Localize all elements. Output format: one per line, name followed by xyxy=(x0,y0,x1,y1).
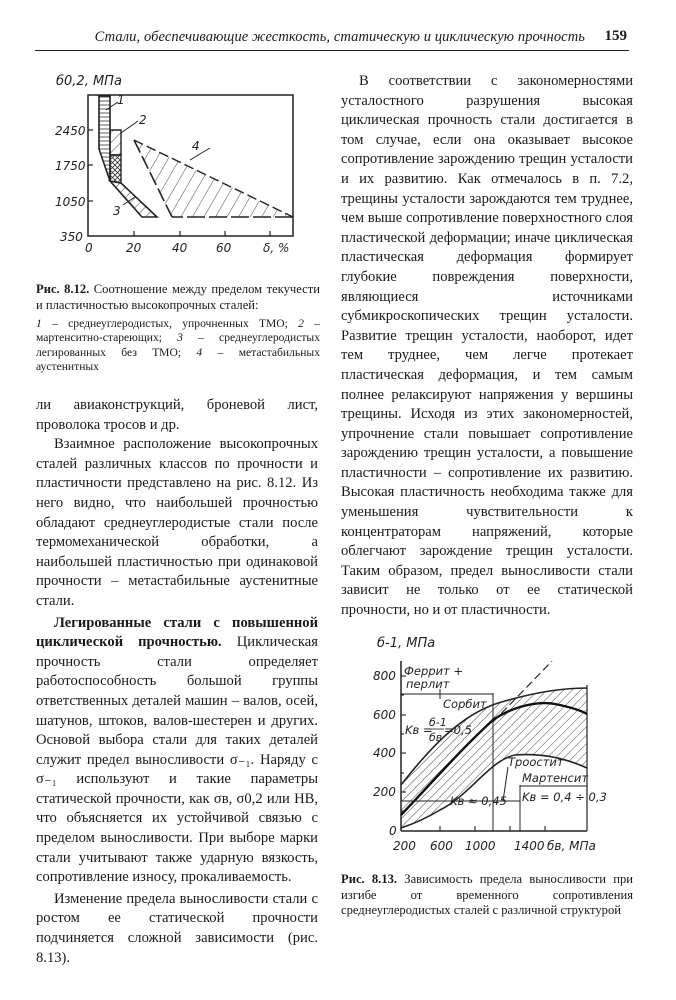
paragraph xyxy=(36,614,318,888)
annotation-ferrite: Феррит + xyxy=(404,664,464,678)
caption-label: Рис. 8.12. xyxy=(36,282,90,296)
fig13-ylabel: б-1, МПа xyxy=(377,636,436,651)
left-column-text xyxy=(36,396,318,968)
fig13-xtick: 1000 xyxy=(465,839,496,853)
fig12-ytick: 1050 xyxy=(55,195,86,209)
paragraph: ли авиаконструкций, броневой лист, проволока тросов и др. xyxy=(36,397,318,433)
fig12-xtick: 0 xyxy=(85,241,93,255)
region-label-3: 3 xyxy=(113,204,121,218)
paragraph: Взаимное расположение высокопрочных сталей различных классов по прочности и пластичности представлено на рис. 8.12. Из него видно, что наибольшей прочностью обладают среднеуглеродистые стали после термомеханической обработки, а наибольшей пластичностью при одинаковой прочности – метастабильные аустенитные стали. xyxy=(36,436,318,609)
fig13-xtick: 200 xyxy=(393,839,416,853)
section-heading: Легированные стали с повышенной циклической прочностью. xyxy=(36,614,318,651)
legend-item: среднеуглеродистых, упрочненных ТМО; xyxy=(68,317,288,331)
annotation-kv-0403: Kв = 0,4 ÷ 0,3 xyxy=(522,790,607,804)
annotation-kv: Kв = xyxy=(405,723,433,737)
figure-8-13-caption xyxy=(341,872,633,919)
figure-8-13-chart xyxy=(340,625,660,865)
fig13-ytick: 800 xyxy=(373,669,396,683)
annotation-kv-045: Kв ≈ 0,45 xyxy=(450,794,507,808)
legend-num: 4 xyxy=(196,345,203,359)
running-title: Стали, обеспечивающие жесткость, статическую и циклическую прочность xyxy=(94,29,585,45)
paragraph-text: Циклическая прочность стали определяет работоспособность большой группы ответственных деталей машин – валов, осей, шатунов, штоков, валов-шестерен и других. Основой выбора стали для таких деталей служит предел выносливости σ₋₁. Наряду с σ₋₁ используют и такие параметры статической прочности, как σв, σ0,2 или HB, что объясняется их устойчивой связью с пределом выносливости. При выборе марки стали учитывают также ударную вязкость, сопротивление износу, прокаливаемость. xyxy=(36,634,318,886)
legend-item: среднеуглеродистых легированных без ТМО; xyxy=(36,331,320,359)
fig12-xlabel: δ, % xyxy=(263,241,290,255)
annotation-kv-num: б-1 xyxy=(429,716,447,729)
annotation-martensite: Мартенсит xyxy=(522,771,589,785)
legend-num: 3 xyxy=(177,331,183,345)
figure-legend: 1 – среднеуглеродистых, упрочненных ТМО; 2 – мартенситно-стареющих; 3 – среднеуглеродистых легированных без ТМО; 4 – метастабильных аустенитных xyxy=(36,317,320,374)
paragraph: Изменение предела выносливости стали с ростом ее статической прочности подчиняется сложной зависимости (рис. 8.13). xyxy=(36,890,318,966)
region-label-4: 4 xyxy=(192,139,200,153)
fig13-ytick: 400 xyxy=(373,746,396,760)
page-number: 159 xyxy=(604,28,627,44)
fig13-xtick: 1400 xyxy=(514,839,545,853)
caption-text: Соотношение между пределом текучести и пластичностью высокопрочных сталей: xyxy=(36,282,320,312)
legend-item: мартенситно-стареющих; xyxy=(36,331,162,345)
right-column-text xyxy=(341,72,633,621)
legend-num: 2 xyxy=(298,317,304,331)
fig12-ylabel: б0,2, МПа xyxy=(56,74,122,89)
fig13-ytick: 600 xyxy=(373,708,396,722)
caption-text: Зависимость предела выносливости при изгибе от временного сопротивления среднеуглеродистых сталей с различной структурой xyxy=(341,872,633,918)
legend-item: метастабильных аустенитных xyxy=(36,345,320,374)
fig13-ytick: 0 xyxy=(389,824,397,838)
fig12-ytick: 1750 xyxy=(55,159,86,173)
fig12-xtick: 60 xyxy=(216,241,232,255)
figure-8-12-caption xyxy=(36,282,320,374)
annotation-sorbite: Сорбит xyxy=(443,697,487,711)
fig13-ytick: 200 xyxy=(373,785,396,799)
fig13-xlabel: бв, МПа xyxy=(547,839,596,853)
fig12-xtick: 40 xyxy=(172,241,188,255)
fig12-ytick: 350 xyxy=(60,230,83,244)
annotation-troostite: Троостит xyxy=(508,755,564,769)
running-header xyxy=(35,24,629,51)
fig12-ytick: 2450 xyxy=(55,124,86,138)
annotation-pearlite: перлит xyxy=(406,677,450,691)
annotation-kv-den: бв xyxy=(429,731,443,744)
caption-label: Рис. 8.13. xyxy=(341,872,398,886)
paragraph: В соответствии с закономерностями усталостного разрушения высокая циклическая прочность стали достигается в том случае, если она оказывает высокое сопротивление зарождению трещин усталости и их развитию. Как отмечалось в п. 7.2, трещины усталости зарождаются тем труднее, чем выше сопротивление поверхностного слоя пластической деформации; иначе циклическая пластическая деформация формирует глубокие повреждения поверхности, являющиеся источниками субмикроскопических трещин усталости. Развитие трещин усталости, наоборот, идет тем труднее, чем легче протекает пластическая деформация, и тем самым полнее релаксируют напряжения у вершины трещины. Исходя из этих закономерностей, упрочнение стали повышает сопротивление зарождению трещин усталости, а повышение пластичности – сопротивление их развитию. Высокая пластичность необходима также для уменьшения чувствительности к концентраторам напряжений, которые облегчают зарождение трещин усталости. Таким образом, предел выносливости стали зависит не только от ее статической прочности, но и от пластичности. xyxy=(341,73,633,619)
fig12-xtick: 20 xyxy=(126,241,142,255)
fig13-xtick: 600 xyxy=(430,839,453,853)
figure-8-12-chart xyxy=(20,55,320,265)
region-label-2: 2 xyxy=(139,113,147,127)
annotation-kv-value: =0,5 xyxy=(444,723,472,737)
legend-num: 1 xyxy=(36,317,42,331)
region-label-1: 1 xyxy=(117,93,125,107)
